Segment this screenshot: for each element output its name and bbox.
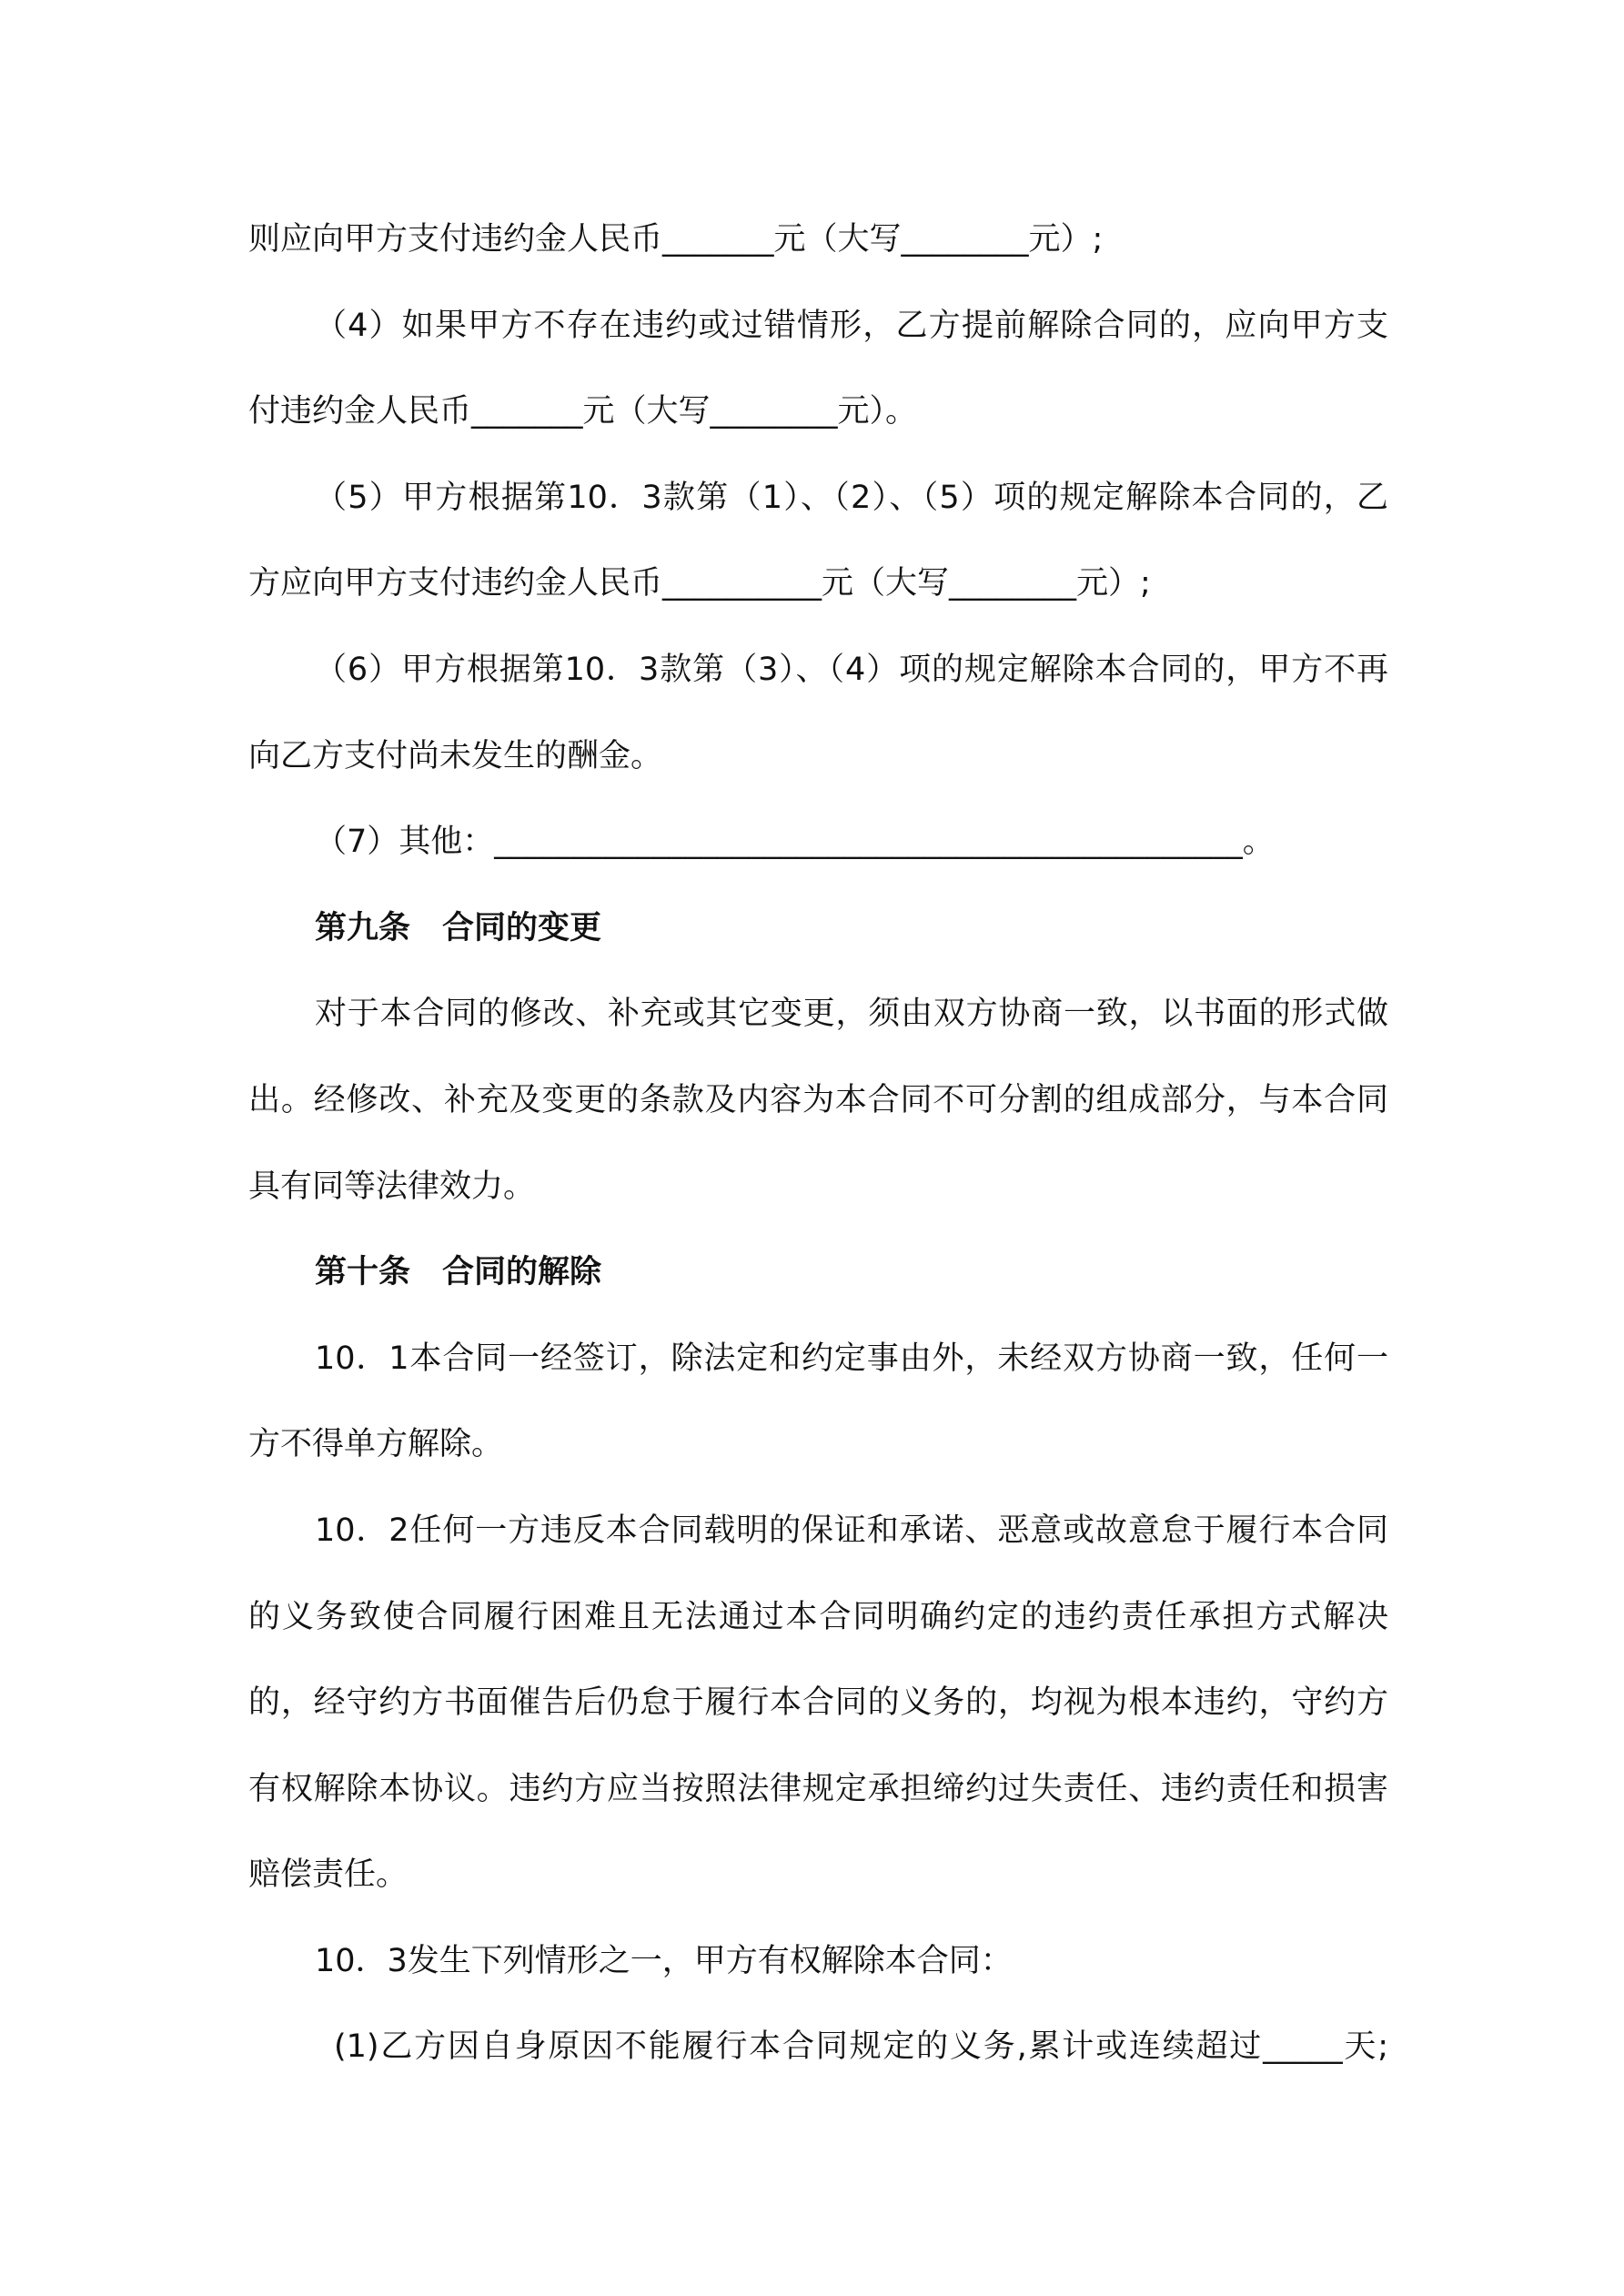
section-heading: 第十条 合同的解除 xyxy=(315,1254,602,1291)
text-line: 赔偿责任。 xyxy=(248,1856,409,1894)
text-line: 付违约金人民币_______元（大写________元）。 xyxy=(248,393,918,430)
text-line: 10．2任何一方违反本合同载明的保证和承诺、恶意或故意怠于履行本合同 xyxy=(315,1512,1388,1549)
text-line: 则应向甲方支付违约金人民币_______元（大写________元）; xyxy=(248,221,1104,258)
text-line: 方应向甲方支付违约金人民币__________元（大写________元）; xyxy=(248,565,1151,602)
text-line: 10．1本合同一经签订，除法定和约定事由外，未经双方协商一致，任何一 xyxy=(315,1340,1388,1377)
text-line: 的义务致使合同履行困难且无法通过本合同明确约定的违约责任承担方式解决 xyxy=(248,1598,1388,1635)
text-line: （6）甲方根据第10．3款第（3）、（4）项的规定解除本合同的，甲方不再 xyxy=(315,651,1388,688)
text-line: 对于本合同的修改、补充或其它变更，须由双方协商一致，以书面的形式做 xyxy=(315,996,1388,1033)
text-line: 有权解除本协议。违约方应当按照法律规定承担缔约过失责任、违约责任和损害 xyxy=(248,1770,1388,1807)
text-line: 具有同等法律效力。 xyxy=(248,1168,536,1205)
text-line: 10．3发生下列情形之一，甲方有权解除本合同： xyxy=(315,1942,1013,1979)
text-line: （4）如果甲方不存在违约或过错情形，乙方提前解除合同的，应向甲方支 xyxy=(315,307,1388,344)
text-line: （7）其他：_______________________________________________。 xyxy=(315,824,1275,861)
text-line: 的，经守约方书面催告后仍怠于履行本合同的义务的，均视为根本违约，守约方 xyxy=(248,1684,1388,1722)
text-line: 向乙方支付尚未发生的酬金。 xyxy=(248,737,663,774)
text-line: 方不得单方解除。 xyxy=(248,1426,504,1463)
text-line: (1)乙方因自身原因不能履行本合同规定的义务,累计或连续超过_____天; xyxy=(334,2028,1388,2066)
text-line: 出。经修改、补充及变更的条款及内容为本合同不可分割的组成部分，与本合同 xyxy=(248,1081,1388,1118)
document-body xyxy=(248,197,1388,2090)
section-heading: 第九条 合同的变更 xyxy=(315,909,602,946)
text-line: （5）甲方根据第10．3款第（1）、（2）、（5）项的规定解除本合同的，乙 xyxy=(315,479,1388,516)
